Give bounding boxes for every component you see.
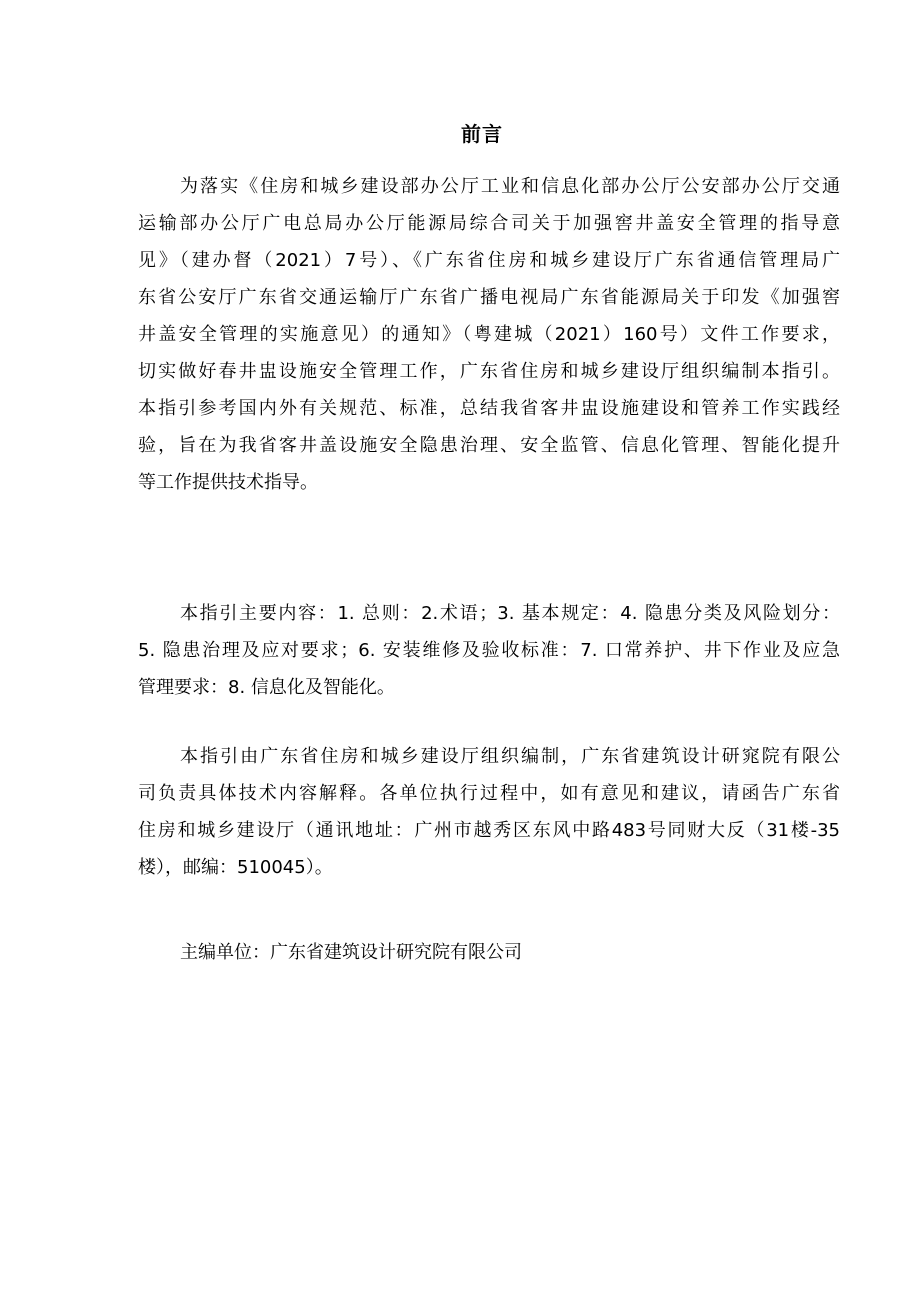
text-line: 运输部办公厅广电总局办公厅能源局综合司关于加强窖井盖安全管理的指导意 — [138, 213, 840, 234]
paragraph-contents — [138, 595, 840, 706]
paragraph-editor-unit — [138, 934, 840, 971]
text-line: 等工作提供技术指导。 — [138, 472, 318, 493]
text-line: 主编单位：广东省建筑设计研究院有限公司 — [180, 942, 522, 963]
text-line: 本指引参考国内外有关规范、标准，总结我省客井盅设施建设和管养工作实践经 — [138, 398, 840, 419]
text-line: 司负责具体技术内容解释。各单位执行过程中，如有意见和建议，请函告广东省 — [138, 783, 840, 804]
text-line: 见》（建办督（2021）7号）、《广东省住房和城乡建设厅广东省通信管理局广 — [138, 250, 840, 271]
text-line: 本指引由广东省住房和城乡建设厅组织编制，广东省建筑设计研窕院有限公 — [180, 746, 840, 767]
text-line: 管理要求：8. 信息化及智能化。 — [138, 677, 395, 698]
paragraph-purpose — [138, 168, 840, 501]
page-title: 前言 — [461, 122, 503, 146]
text-line: 本指引主要内容：1. 总则：2.术语；3. 基本规定：4. 隐患分类及风险划分： — [180, 603, 840, 624]
text-line: 楼），邮编：510045）。 — [138, 857, 333, 878]
text-line: 东省公安厅广东省交通运输厅广东省广播电视局广东省能源局关于印发《加强窖 — [138, 287, 840, 308]
text-line: 5. 隐患治理及应对要求；6. 安装维修及验收标准：7. 口常养护、井下作业及应急 — [138, 640, 840, 661]
text-line: 验，旨在为我省客井盖设施安全隐患治理、安全监管、信息化管理、智能化提升 — [138, 435, 840, 456]
text-line: 住房和城乡建设厅（通讯地址：广州市越秀区东风中路483号同财大反（31楼-35 — [138, 820, 840, 841]
text-line: 井盖安全管理的实施意见）的通知》（粤建城（2021）160号）文件工作要求， — [138, 324, 840, 345]
paragraph-compilation — [138, 738, 840, 886]
text-line: 为落实《住房和城乡建设部办公厅工业和信息化部办公厅公安部办公厅交通 — [180, 176, 840, 197]
text-line: 切实做好春井盅设施安全管理工作，广东省住房和城乡建设厅组织编制本指引。 — [138, 361, 840, 382]
